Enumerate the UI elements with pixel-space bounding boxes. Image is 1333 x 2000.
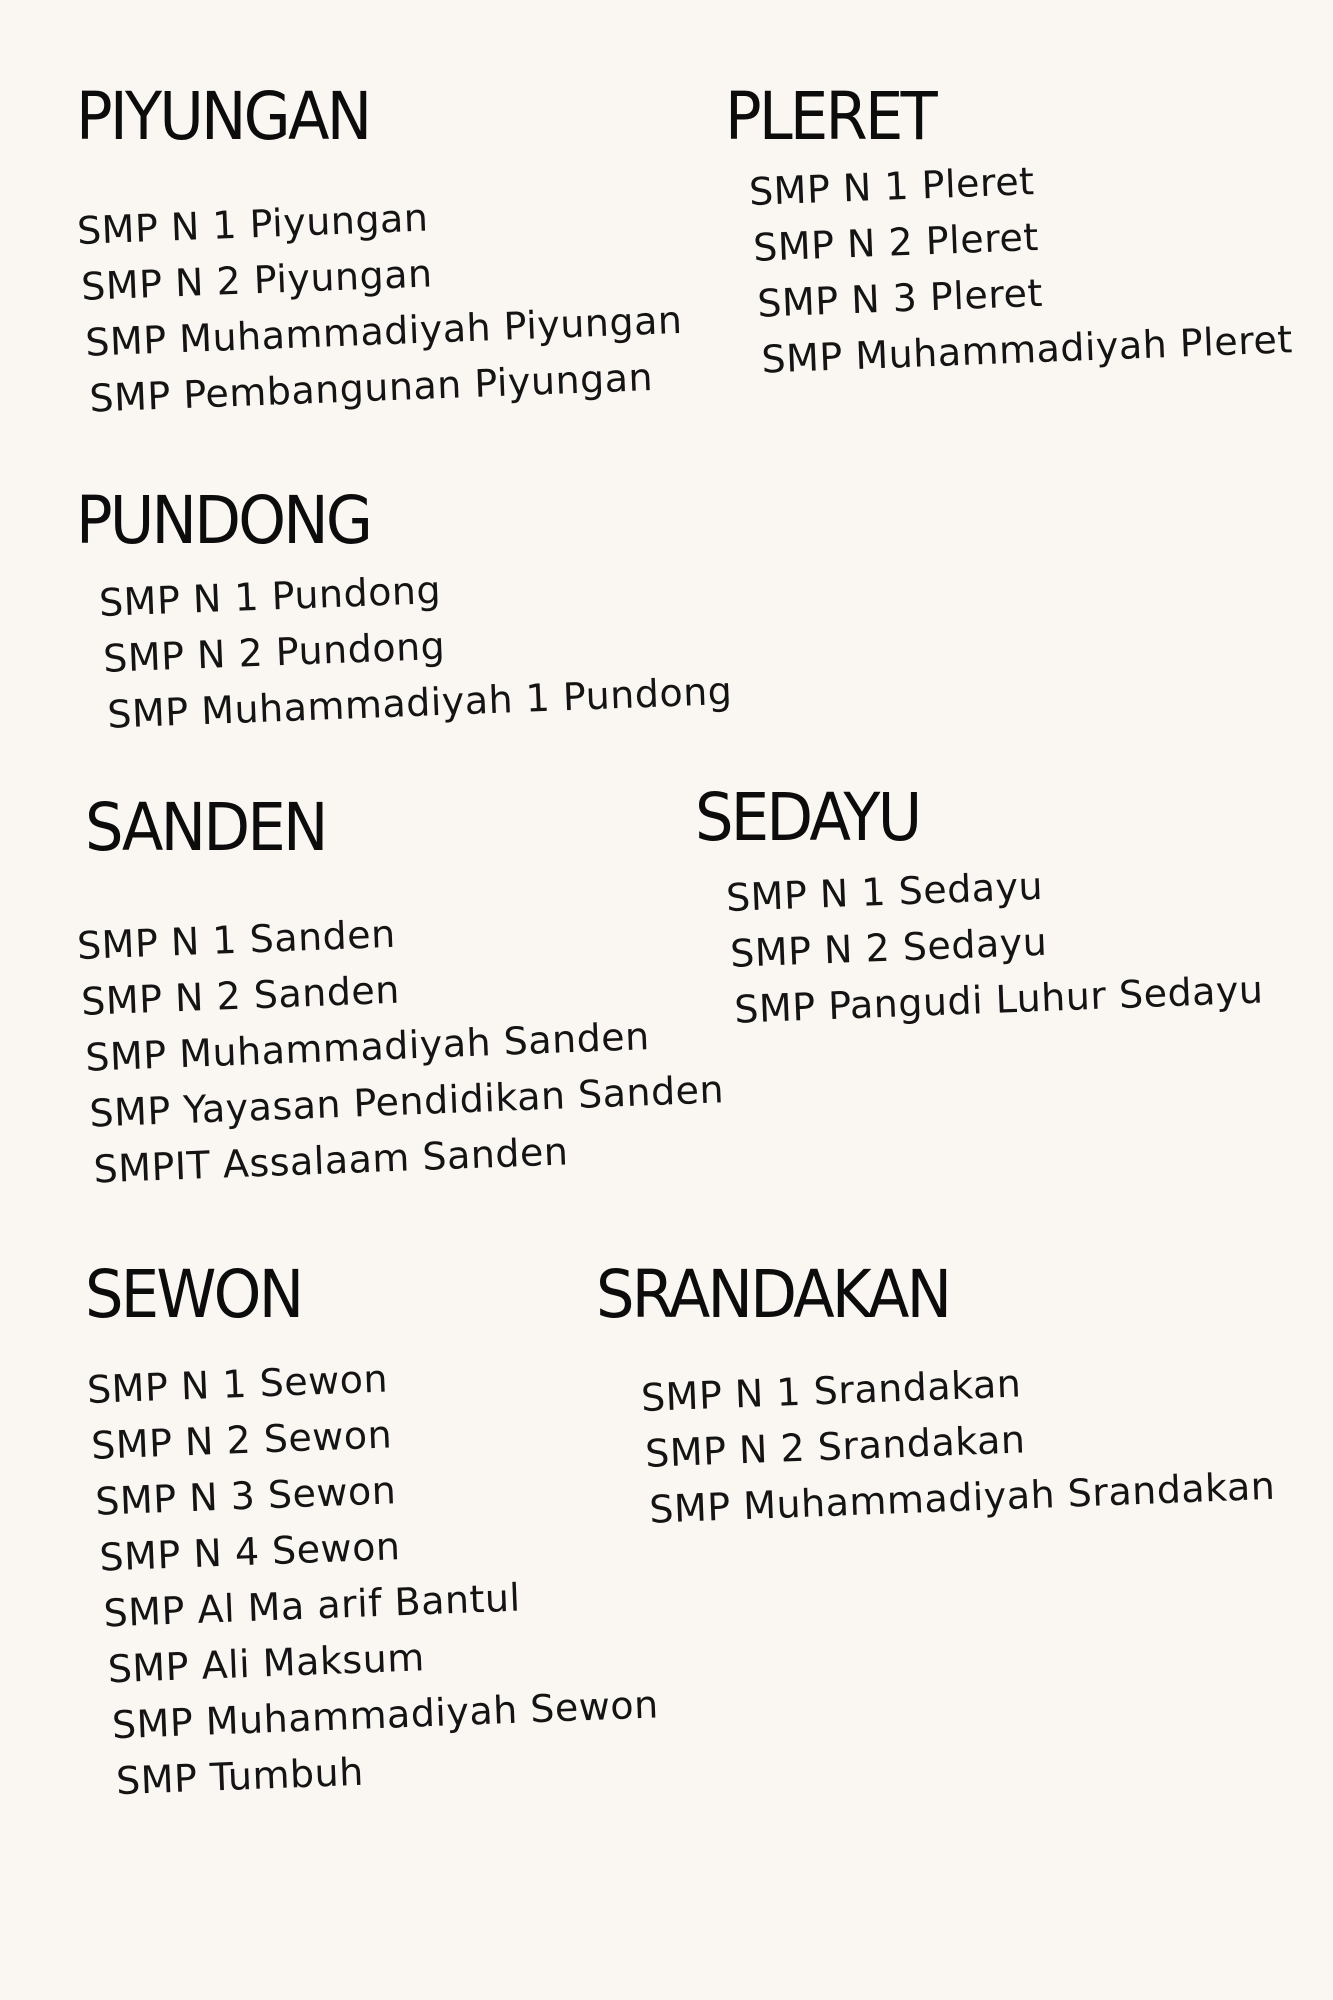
- list-item: SMP N 2 Pleret: [752, 214, 1040, 270]
- list-item: SMP N 1 Piyungan: [76, 195, 430, 253]
- list-item: SMP N 1 Sewon: [86, 1356, 389, 1412]
- list-item: SMP Ali Maksum: [106, 1635, 426, 1692]
- list-item: SMP N 2 Sedayu: [729, 919, 1048, 976]
- section-title: PUNDONG: [76, 482, 371, 559]
- list-item: SMPIT Assalaam Sanden: [92, 1129, 570, 1192]
- list-item: SMP Pangudi Luhur Sedayu: [733, 967, 1265, 1032]
- list-item: SMP N 1 Pundong: [98, 567, 442, 625]
- list-item: SMP Pembangunan Piyungan: [88, 354, 654, 421]
- list-item: SMP Muhammadiyah Piyungan: [84, 297, 684, 365]
- section-title: PLERET: [725, 78, 935, 155]
- school-list: [640, 1346, 1276, 1538]
- list-item: SMP Tumbuh: [115, 1749, 365, 1804]
- list-item: SMP Al Ma arif Bantul: [102, 1575, 522, 1636]
- list-item: SMP Muhammadiyah 1 Pundong: [106, 668, 734, 737]
- list-item: SMP Muhammadiyah Srandakan: [648, 1463, 1277, 1532]
- section-title: SRANDAKAN: [596, 1256, 950, 1333]
- school-list: [86, 1341, 662, 1810]
- school-list: [748, 143, 1294, 387]
- list-item: SMP N 2 Piyungan: [80, 251, 434, 309]
- section-title: SEWON: [85, 1256, 302, 1333]
- list-item: SMP N 3 Pleret: [756, 270, 1044, 326]
- list-item: SMP Muhammadiyah Sanden: [84, 1014, 651, 1080]
- school-list: [725, 850, 1264, 1038]
- school-list: [98, 551, 733, 743]
- list-item: SMP Muhammadiyah Sewon: [111, 1682, 660, 1748]
- school-list: [76, 180, 686, 427]
- section-title: PIYUNGAN: [76, 78, 370, 155]
- list-item: SMP N 2 Sewon: [90, 1412, 393, 1468]
- list-item: SMP N 1 Sanden: [76, 911, 397, 968]
- list-item: SMP Muhammadiyah Pleret: [760, 317, 1294, 382]
- list-item: SMP N 4 Sewon: [98, 1524, 402, 1580]
- list-item: SMP N 3 Sewon: [94, 1468, 398, 1524]
- school-list: [76, 893, 727, 1197]
- section-title: SEDAYU: [695, 779, 920, 856]
- section-title: SANDEN: [85, 789, 326, 866]
- list-item: SMP N 1 Pleret: [748, 159, 1036, 214]
- list-item: SMP N 2 Sanden: [80, 967, 401, 1024]
- list-item: SMP N 1 Sedayu: [725, 863, 1044, 920]
- list-item: SMP N 2 Pundong: [102, 623, 446, 681]
- list-item: SMP Yayasan Pendidikan Sanden: [88, 1067, 725, 1136]
- list-item: SMP N 2 Srandakan: [644, 1417, 1027, 1476]
- list-item: SMP N 1 Srandakan: [640, 1361, 1023, 1420]
